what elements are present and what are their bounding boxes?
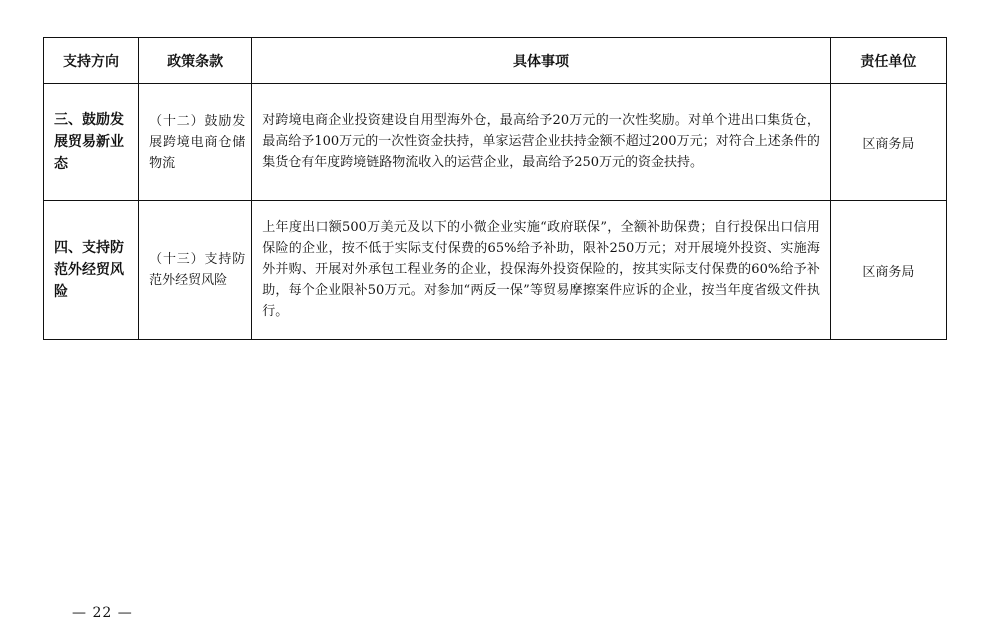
row-detail: 对跨境电商企业投资建设自用型海外仓，最高给予20万元的一次性奖励。对单个进出口集货仓，最高给予100万元的一次性资金扶持，单家运营企业扶持金额不超过200万元；对符合上述条件的集货仓有年度跨境链路物流收入的运营企业，最高给予250万元的资金扶持。 xyxy=(252,84,831,201)
table-row xyxy=(44,201,947,340)
header-clause: 政策条款 xyxy=(139,38,252,84)
header-unit: 责任单位 xyxy=(830,38,946,84)
row-direction: 三、鼓励发展贸易新业态 xyxy=(44,84,139,201)
policy-table xyxy=(43,37,947,340)
header-direction: 支持方向 xyxy=(44,38,139,84)
row-clause: （十二）鼓励发展跨境电商仓储物流 xyxy=(139,84,252,201)
row-direction: 四、支持防范外经贸风险 xyxy=(44,201,139,340)
table-row xyxy=(44,84,947,201)
page-number: — 22 — xyxy=(72,605,133,621)
row-clause: （十三）支持防范外经贸风险 xyxy=(139,201,252,340)
row-unit: 区商务局 xyxy=(830,84,946,201)
row-unit: 区商务局 xyxy=(830,201,946,340)
table-header-row xyxy=(44,38,947,84)
row-detail: 上年度出口额500万美元及以下的小微企业实施“政府联保”，全额补助保费；自行投保出口信用保险的企业，按不低于实际支付保费的65%给予补助，限补250万元；对开展境外投资、实施海外并购、开展对外承包工程业务的企业，投保海外投资保险的，按其实际支付保费的60%给予补助，每个企业限补50万元。对参加“两反一保”等贸易摩擦案件应诉的企业，按当年度省级文件执行。 xyxy=(252,201,831,340)
header-detail: 具体事项 xyxy=(252,38,831,84)
